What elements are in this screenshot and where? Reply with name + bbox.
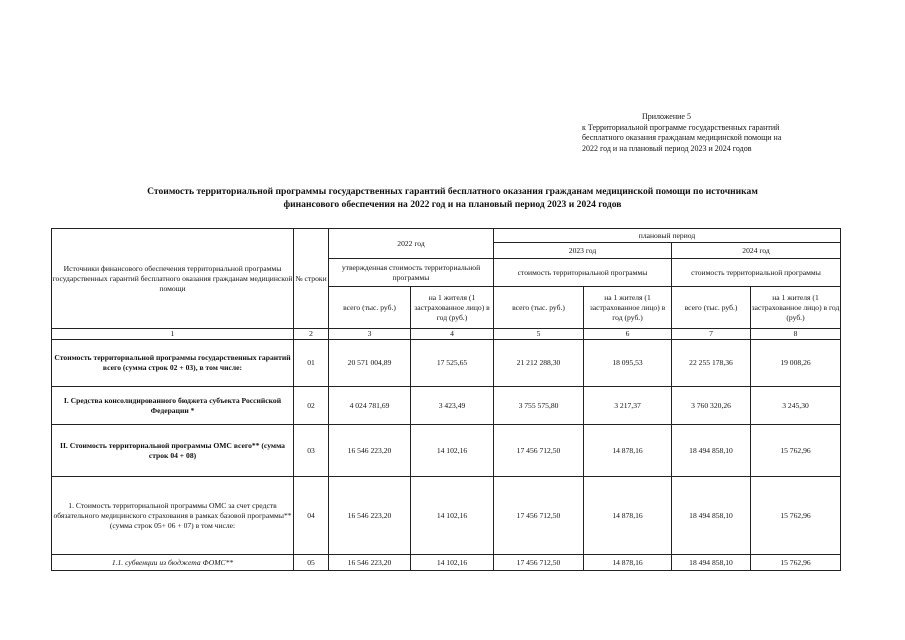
row-name: I. Средства консолидированного бюджета субъекта Российской Федерации * bbox=[52, 387, 294, 425]
row-name: 1. Стоимость территориальной программы ОМС за счет средств обязательного медицинского страхования в рамках базовой программы** (сумма строк 05+ 06 + 07) в том числе: bbox=[52, 477, 294, 555]
header-row-code: № строки bbox=[294, 229, 329, 329]
column-index: 5 bbox=[494, 329, 584, 340]
value-cell: 18 494 858,10 bbox=[672, 425, 751, 477]
appendix-line: бесплатного оказания гражданам медицинской помощи на bbox=[582, 133, 782, 142]
value-cell: 18 095,53 bbox=[584, 340, 672, 387]
column-index: 2 bbox=[294, 329, 329, 340]
table-row bbox=[52, 387, 841, 425]
header-cost-2023: стоимость территориальной программы bbox=[494, 259, 672, 287]
header-year-2024: 2024 год bbox=[672, 243, 841, 259]
title-line: финансового обеспечения на 2022 год и на плановый период 2023 и 2024 годов bbox=[283, 199, 622, 210]
value-cell: 21 212 288,30 bbox=[494, 340, 584, 387]
table-row bbox=[52, 477, 841, 555]
row-code: 04 bbox=[294, 477, 329, 555]
title-line: Стоимость территориальной программы государственных гарантий бесплатного оказания гражданам медицинской помощи по источникам bbox=[147, 186, 758, 197]
column-index: 8 bbox=[751, 329, 841, 340]
value-cell: 3 423,49 bbox=[411, 387, 494, 425]
header-total-2023: всего (тыс. руб.) bbox=[494, 287, 584, 329]
value-cell: 3 245,30 bbox=[751, 387, 841, 425]
value-cell: 3 217,37 bbox=[584, 387, 672, 425]
value-cell: 15 762,96 bbox=[751, 477, 841, 555]
value-cell: 14 102,16 bbox=[411, 555, 494, 571]
value-cell: 17 456 712,50 bbox=[494, 425, 584, 477]
value-cell: 14 878,16 bbox=[584, 425, 672, 477]
row-code: 03 bbox=[294, 425, 329, 477]
value-cell: 18 494 858,10 bbox=[672, 477, 751, 555]
row-code: 02 bbox=[294, 387, 329, 425]
value-cell: 15 762,96 bbox=[751, 555, 841, 571]
appendix-line: к Территориальной программе государственных гарантий bbox=[582, 122, 780, 132]
appendix-note bbox=[582, 112, 882, 154]
row-name: Стоимость территориальной программы государственных гарантий всего (сумма строк 02 + 03), в том числе: bbox=[52, 340, 294, 387]
value-cell: 15 762,96 bbox=[751, 425, 841, 477]
header-per-capita-2024: на 1 жителя (1 застрахованное лицо) в год (руб.) bbox=[751, 287, 841, 329]
value-cell: 19 008,26 bbox=[751, 340, 841, 387]
value-cell: 14 878,16 bbox=[584, 477, 672, 555]
header-per-capita-2022: на 1 жителя (1 застрахованное лицо) в год (руб.) bbox=[411, 287, 494, 329]
value-cell: 16 546 223,20 bbox=[329, 555, 411, 571]
value-cell: 17 525,65 bbox=[411, 340, 494, 387]
value-cell: 16 546 223,20 bbox=[329, 425, 411, 477]
value-cell: 14 102,16 bbox=[411, 425, 494, 477]
appendix-line: 2022 год и на плановый период 2023 и 2024 годов bbox=[582, 143, 752, 153]
column-index: 7 bbox=[672, 329, 751, 340]
row-name: 1.1. субвенции из бюджета ФОМС** bbox=[52, 555, 294, 571]
appendix-number: Приложение 5 bbox=[642, 112, 691, 121]
row-name: II. Стоимость территориальной программы ОМС всего** (сумма строк 04 + 08) bbox=[52, 425, 294, 477]
header-per-capita-2023: на 1 жителя (1 застрахованное лицо) в год (руб.) bbox=[584, 287, 672, 329]
value-cell: 18 494 858,10 bbox=[672, 555, 751, 571]
column-index-row bbox=[52, 329, 841, 340]
value-cell: 17 456 712,50 bbox=[494, 555, 584, 571]
header-year-2023: 2023 год bbox=[494, 243, 672, 259]
value-cell: 3 760 320,26 bbox=[672, 387, 751, 425]
table-row bbox=[52, 555, 841, 571]
value-cell: 14 878,16 bbox=[584, 555, 672, 571]
header-year-2022: 2022 год bbox=[329, 229, 494, 259]
value-cell: 17 456 712,50 bbox=[494, 477, 584, 555]
value-cell: 16 546 223,20 bbox=[329, 477, 411, 555]
header-approved-cost: утвержденная стоимость территориальной программы bbox=[329, 259, 494, 287]
value-cell: 4 024 781,69 bbox=[329, 387, 411, 425]
table-row bbox=[52, 425, 841, 477]
value-cell: 22 255 178,36 bbox=[672, 340, 751, 387]
header-planned-period: плановый период bbox=[494, 229, 841, 243]
header-total-2022: всего (тыс. руб.) bbox=[329, 287, 411, 329]
header-total-2024: всего (тыс. руб.) bbox=[672, 287, 751, 329]
value-cell: 14 102,16 bbox=[411, 477, 494, 555]
column-index: 3 bbox=[329, 329, 411, 340]
header-source: Источники финансового обеспечения территориальной программы государственных гарантий бесплатного оказания гражданам медицинской помощи bbox=[52, 229, 294, 329]
table-row bbox=[52, 340, 841, 387]
row-code: 01 bbox=[294, 340, 329, 387]
row-code: 05 bbox=[294, 555, 329, 571]
financing-table bbox=[51, 228, 841, 571]
value-cell: 20 571 004,89 bbox=[329, 340, 411, 387]
value-cell: 3 755 575,80 bbox=[494, 387, 584, 425]
column-index: 6 bbox=[584, 329, 672, 340]
document-title bbox=[40, 185, 865, 211]
header-cost-2024: стоимость территориальной программы bbox=[672, 259, 841, 287]
column-index: 4 bbox=[411, 329, 494, 340]
column-index: 1 bbox=[52, 329, 294, 340]
